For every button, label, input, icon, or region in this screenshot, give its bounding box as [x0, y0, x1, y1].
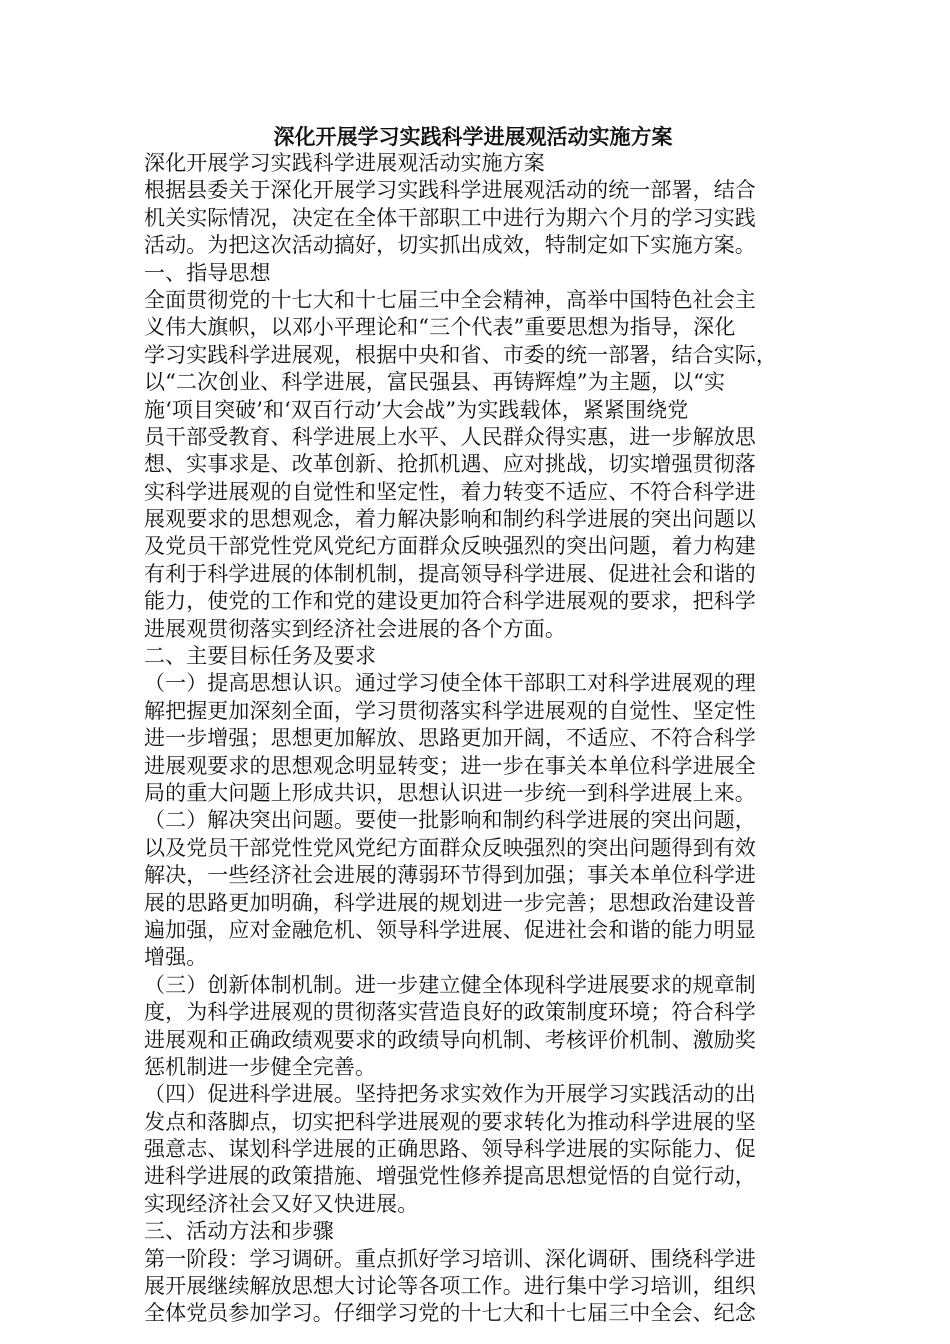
document-body — [144, 124, 800, 1328]
text-line: 进展观和正确政绩观要求的政绩导向机制、考核评价机制、激励奖 — [144, 1027, 756, 1052]
text-line: 局的重大问题上形成共识，思想认识进一步统一到科学进展上来。 — [144, 780, 756, 805]
text-line: 展的思路更加明确，科学进展的规划进一步完善；思想政治建设普 — [144, 890, 756, 915]
text-line: 展开展继续解放思想大讨论等各项工作。进行集中学习培训，组织 — [144, 1274, 756, 1299]
text-line: 解把握更加深刻全面，学习贯彻落实科学进展观的自觉性、坚定性 — [144, 698, 756, 723]
text-line: 施‘项目突破’和‘双百行动’大会战”为实践载体，紧紧围绕党 — [144, 397, 689, 422]
text-line: 以及党员干部党性党风党纪方面群众反映强烈的突出问题得到有效 — [144, 835, 756, 860]
text-line: 二、主要目标任务及要求 — [144, 644, 377, 669]
text-line: 全面贯彻党的十七大和十七届三中全会精神，高举中国特色社会主 — [144, 287, 756, 312]
text-line: 发点和落脚点，切实把科学进展观的要求转化为推动科学进展的坚 — [144, 1109, 756, 1134]
text-line: （一）提高思想认识。通过学习使全体干部职工对科学进展观的理 — [144, 671, 756, 696]
text-line: 惩机制进一步健全完善。 — [144, 1054, 377, 1079]
text-line: 三、活动方法和步骤 — [144, 1219, 334, 1244]
text-line: 进科学进展的政策措施、增强党性修养提高思想觉悟的自觉行动， — [144, 1164, 756, 1189]
text-line: （四）促进科学进展。坚持把务求实效作为开展学习实践活动的出 — [144, 1082, 756, 1107]
text-line: 进展观要求的思想观念明显转变；进一步在事关本单位科学进展全 — [144, 753, 756, 778]
text-line: 活动。为把这次活动搞好，切实抓出成效，特制定如下实施方案。 — [144, 233, 756, 258]
text-line: 学习实践科学进展观，根据中央和省、市委的统一部署，结合实际， — [144, 342, 777, 367]
text-line: 展观要求的思想观念，着力解决影响和制约科学进展的突出问题以 — [144, 507, 756, 532]
document-text — [144, 150, 800, 1328]
text-line: 根据县委关于深化开展学习实践科学进展观活动的统一部署，结合 — [144, 178, 756, 203]
text-line: 全体党员参加学习。仔细学习党的十七大和十七届三中全会、纪念 — [144, 1301, 756, 1326]
text-line: 实现经济社会又好又快进展。 — [144, 1191, 419, 1216]
text-line: 以“二次创业、科学进展，富民强县、再铸辉煌”为主题，以“实 — [144, 370, 726, 395]
text-line: 机关实际情况，决定在全体干部职工中进行为期六个月的学习实践 — [144, 205, 756, 230]
text-line: 能力，使党的工作和党的建设更加符合科学进展观的要求，把科学 — [144, 589, 756, 614]
text-line: 一、指导思想 — [144, 260, 271, 285]
text-line: 遍加强，应对金融危机、领导科学进展、促进社会和谐的能力明显 — [144, 917, 756, 942]
text-line: （三）创新体制机制。进一步建立健全体现科学进展要求的规章制 — [144, 972, 756, 997]
text-line: 第一阶段：学习调研。重点抓好学习培训、深化调研、围绕科学进 — [144, 1246, 756, 1271]
text-line: 度，为科学进展观的贯彻落实营造良好的政策制度环境；符合科学 — [144, 1000, 756, 1025]
text-line: 想、实事求是、改革创新、抢抓机遇、应对挑战，切实增强贯彻落 — [144, 452, 756, 477]
text-line: （二）解决突出问题。要使一批影响和制约科学进展的突出问题， — [144, 808, 756, 833]
text-line: 深化开展学习实践科学进展观活动实施方案 — [144, 151, 545, 175]
text-line: 增强。 — [144, 945, 208, 970]
text-line: 解决，一些经济社会进展的薄弱环节得到加强；事关本单位科学进 — [144, 863, 756, 888]
text-line: 进展观贯彻落实到经济社会进展的各个方面。 — [144, 616, 566, 641]
text-line: 进一步增强；思想更加解放、思路更加开阔，不适应、不符合科学 — [144, 726, 756, 751]
document-title: 深化开展学习实践科学进展观活动实施方案 — [273, 124, 673, 149]
text-line: 义伟大旗帜，以邓小平理论和“三个代表”重要思想为指导，深化 — [144, 315, 736, 340]
text-line: 及党员干部党性党风党纪方面群众反映强烈的突出问题，着力构建 — [144, 534, 756, 559]
text-line: 实科学进展观的自觉性和坚定性，着力转变不适应、不符合科学进 — [144, 479, 756, 504]
text-line: 强意志、谋划科学进展的正确思路、领导科学进展的实际能力、促 — [144, 1137, 756, 1162]
text-line: 有利于科学进展的体制机制，提高领导科学进展、促进社会和谐的 — [144, 561, 756, 586]
text-line: 员干部受教育、科学进展上水平、人民群众得实惠，进一步解放思 — [144, 424, 756, 449]
